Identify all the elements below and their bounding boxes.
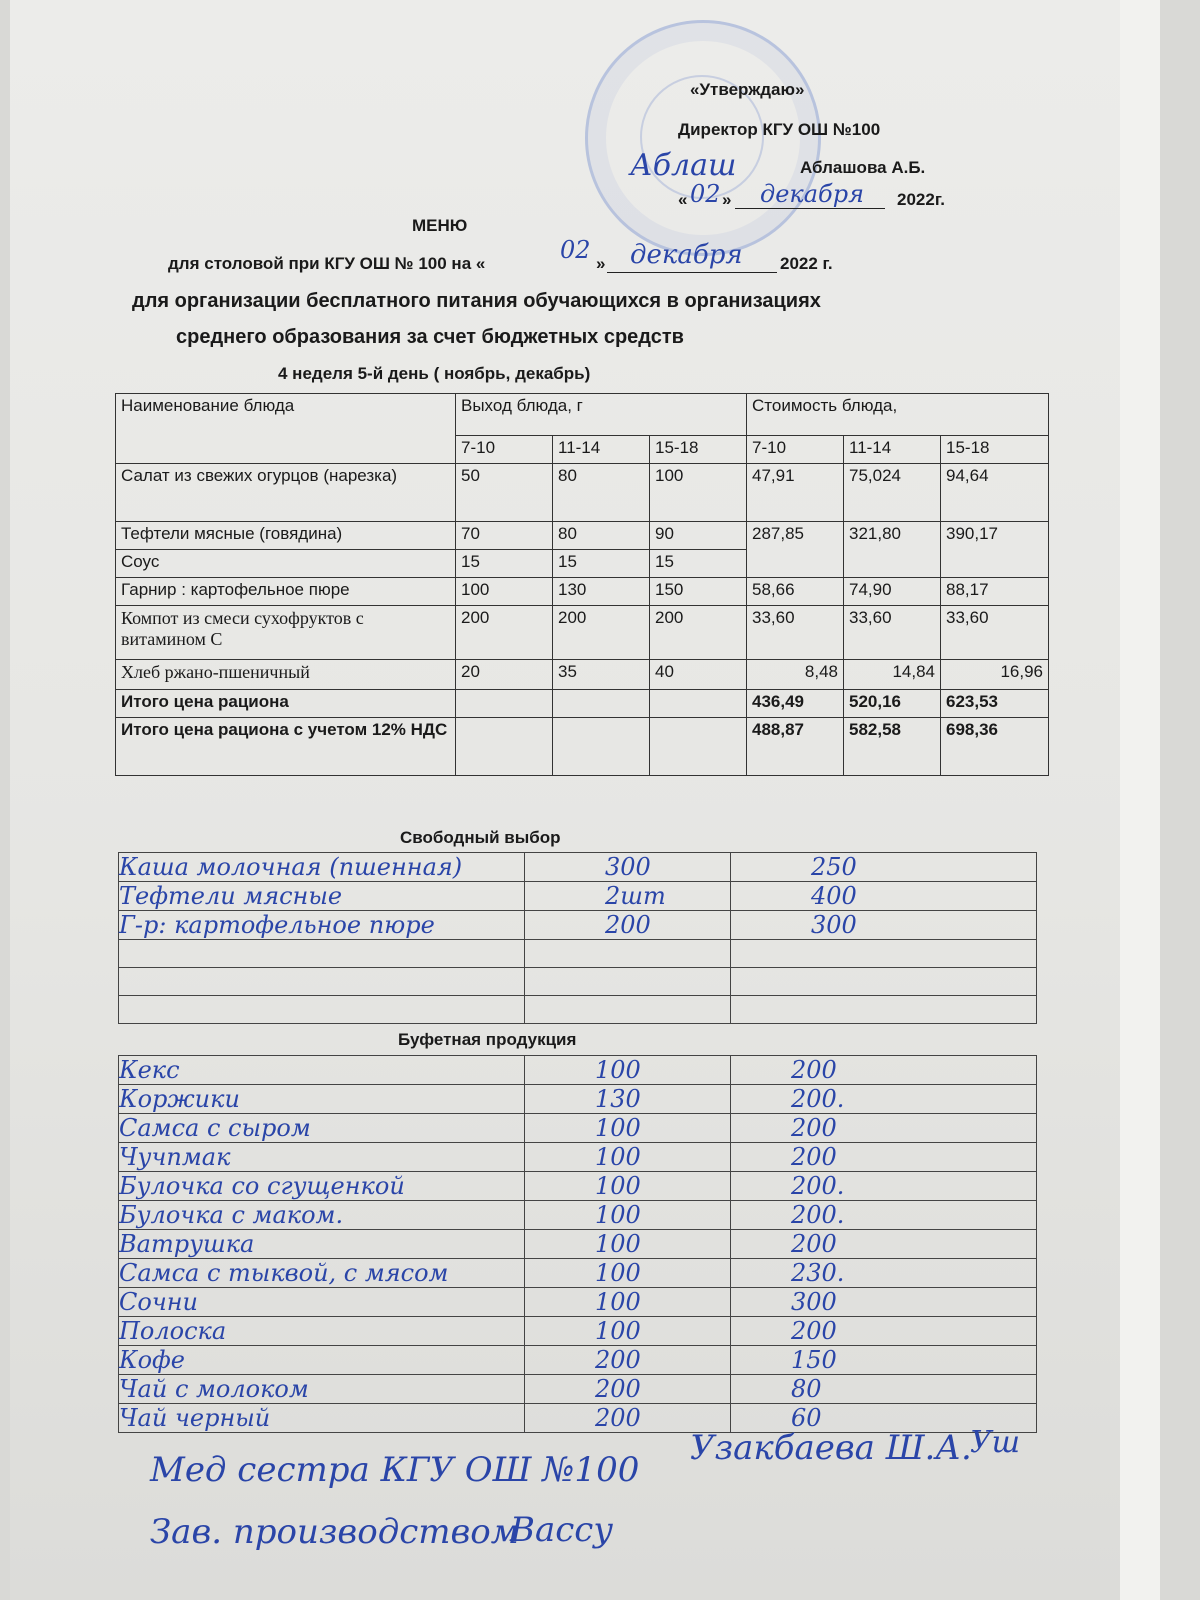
paper-edge xyxy=(1120,0,1160,1600)
item-name: Самса с сыром xyxy=(119,1114,311,1142)
item-price: 200 xyxy=(791,1056,837,1084)
item-name: Г-р: картофельное пюре xyxy=(119,911,435,939)
yield-value: 15 xyxy=(456,550,553,578)
item-qty: 200 xyxy=(595,1375,641,1403)
item-price: 200. xyxy=(791,1085,845,1113)
item-qty: 200 xyxy=(595,1346,641,1374)
total-row xyxy=(116,690,1049,718)
cost-value: 287,85 xyxy=(747,522,844,578)
age-group: 11-14 xyxy=(553,436,650,464)
menu-title: МЕНЮ xyxy=(412,216,468,235)
header-yield: Выход блюда, г xyxy=(456,394,747,436)
item-qty: 100 xyxy=(595,1172,641,1200)
total-value: 436,49 xyxy=(747,690,844,718)
item-price: 300 xyxy=(791,1288,837,1316)
yield-value: 130 xyxy=(553,578,650,606)
age-group: 15-18 xyxy=(650,436,747,464)
item-price: 80 xyxy=(791,1375,822,1403)
cost-value: 16,96 xyxy=(941,660,1049,690)
cost-value: 75,024 xyxy=(844,464,941,522)
yield-value: 90 xyxy=(650,522,747,550)
table-row xyxy=(119,1288,1037,1317)
yield-value: 40 xyxy=(650,660,747,690)
cost-value: 390,17 xyxy=(941,522,1049,578)
item-name: Кекс xyxy=(119,1056,180,1084)
heading-date-mid: » xyxy=(596,254,606,273)
yield-value: 80 xyxy=(553,464,650,522)
item-qty: 100 xyxy=(595,1288,641,1316)
yield-value: 15 xyxy=(553,550,650,578)
table-row xyxy=(119,853,1037,882)
heading-line1-prefix: для столовой при КГУ ОШ № 100 на « xyxy=(168,254,486,273)
heading-line4: 4 неделя 5-й день ( ноябрь, декабрь) xyxy=(278,364,591,383)
approval-title: «Утверждаю» xyxy=(690,80,805,99)
item-name: Кофе xyxy=(119,1346,186,1374)
total-label: Итого цена рациона с учетом 12% НДС xyxy=(116,718,456,776)
cost-value: 33,60 xyxy=(941,606,1049,660)
item-qty: 100 xyxy=(595,1230,641,1258)
approval-position: Директор КГУ ОШ №100 xyxy=(678,120,881,139)
item-qty: 300 xyxy=(605,853,651,881)
dish-name: Тефтели мясные (говядина) xyxy=(116,522,456,550)
dish-name: Хлеб ржано-пшеничный xyxy=(116,660,456,690)
item-name: Чай черный xyxy=(119,1404,271,1432)
table-row xyxy=(119,1201,1037,1230)
header-dish: Наименование блюда xyxy=(116,394,456,464)
approval-date-year: 2022г. xyxy=(897,190,945,209)
cost-value: 88,17 xyxy=(941,578,1049,606)
table-row xyxy=(119,1259,1037,1288)
approval-date-month: декабря xyxy=(760,180,864,208)
cost-value: 14,84 xyxy=(844,660,941,690)
item-qty: 130 xyxy=(595,1085,641,1113)
approval-date-open: « xyxy=(678,190,688,209)
table-row xyxy=(119,1172,1037,1201)
table-row xyxy=(119,996,1037,1024)
cost-value: 8,48 xyxy=(747,660,844,690)
item-qty: 200 xyxy=(595,1404,641,1432)
item-qty: 100 xyxy=(595,1056,641,1084)
item-qty: 100 xyxy=(595,1114,641,1142)
table-row xyxy=(119,1056,1037,1085)
total-label: Итого цена рациона xyxy=(116,690,456,718)
item-price: 300 xyxy=(811,911,857,939)
table-row xyxy=(119,1230,1037,1259)
item-price: 200. xyxy=(791,1172,845,1200)
yield-value: 200 xyxy=(553,606,650,660)
item-name: Ватрушка xyxy=(119,1230,255,1258)
item-name: Тефтели мясные xyxy=(119,882,343,910)
yield-value: 100 xyxy=(650,464,747,522)
item-price: 200. xyxy=(791,1201,845,1229)
item-name: Сочни xyxy=(119,1288,199,1316)
age-group: 15-18 xyxy=(941,436,1049,464)
item-name: Чучпмак xyxy=(119,1143,231,1171)
item-qty: 100 xyxy=(595,1201,641,1229)
item-price: 200 xyxy=(791,1317,837,1345)
item-qty: 100 xyxy=(595,1259,641,1287)
table-row xyxy=(116,578,1049,606)
item-name: Булочка со сгущенкой xyxy=(119,1172,405,1200)
yield-value: 200 xyxy=(650,606,747,660)
yield-value: 35 xyxy=(553,660,650,690)
table-row xyxy=(116,522,1049,550)
cost-value: 94,64 xyxy=(941,464,1049,522)
yield-value: 100 xyxy=(456,578,553,606)
heading-date-month: декабря xyxy=(630,240,743,270)
item-name: Каша молочная (пшенная) xyxy=(119,853,463,881)
table-row xyxy=(116,464,1049,522)
free-choice-table xyxy=(118,852,1037,1024)
cost-value: 74,90 xyxy=(844,578,941,606)
item-price: 200 xyxy=(791,1230,837,1258)
item-qty: 2шт xyxy=(605,882,666,910)
table-row xyxy=(119,1085,1037,1114)
buffet-table xyxy=(118,1055,1037,1433)
item-price: 230. xyxy=(791,1259,845,1287)
approval-name: Аблашова А.Б. xyxy=(800,158,926,177)
approval-date-close: » xyxy=(722,190,732,209)
item-price: 150 xyxy=(791,1346,837,1374)
menu-table xyxy=(115,393,1049,776)
item-qty: 100 xyxy=(595,1317,641,1345)
table-row xyxy=(116,660,1049,690)
table-row xyxy=(119,1375,1037,1404)
cost-value: 47,91 xyxy=(747,464,844,522)
yield-value: 20 xyxy=(456,660,553,690)
table-row xyxy=(119,1143,1037,1172)
yield-value: 70 xyxy=(456,522,553,550)
heading-line2: для организации бесплатного питания обучающихся в организациях xyxy=(132,290,821,312)
approval-date-day: 02 xyxy=(690,180,721,208)
yield-value: 200 xyxy=(456,606,553,660)
free-choice-title: Свободный выбор xyxy=(400,828,561,847)
yield-value: 150 xyxy=(650,578,747,606)
director-signature: Аблаш xyxy=(630,148,737,183)
item-name: Чай с молоком xyxy=(119,1375,309,1403)
total-row xyxy=(116,718,1049,776)
table-row xyxy=(119,1114,1037,1143)
nurse-name: Узакбаева Ш.А. xyxy=(690,1428,972,1468)
dish-name: Компот из смеси сухофруктов с витамином С xyxy=(116,606,456,660)
cost-value: 33,60 xyxy=(747,606,844,660)
header-cost: Стоимость блюда, xyxy=(747,394,1049,436)
heading-date-underline xyxy=(607,272,777,273)
table-row xyxy=(119,882,1037,911)
age-group: 7-10 xyxy=(456,436,553,464)
total-value: 623,53 xyxy=(941,690,1049,718)
age-group: 11-14 xyxy=(844,436,941,464)
age-group: 7-10 xyxy=(747,436,844,464)
table-row xyxy=(116,606,1049,660)
item-name: Коржики xyxy=(119,1085,240,1113)
cost-value: 58,66 xyxy=(747,578,844,606)
total-value: 582,58 xyxy=(844,718,941,776)
production-head-label: Зав. производством xyxy=(150,1512,519,1552)
item-price: 60 xyxy=(791,1404,822,1432)
dish-name: Гарнир : картофельное пюре xyxy=(116,578,456,606)
production-head-signature: Вассу xyxy=(510,1510,614,1550)
nurse-label: Мед сестра КГУ ОШ №100 xyxy=(150,1450,640,1490)
yield-value: 50 xyxy=(456,464,553,522)
yield-value: 15 xyxy=(650,550,747,578)
heading-date-day: 02 xyxy=(560,236,591,264)
item-qty: 200 xyxy=(605,911,651,939)
total-value: 488,87 xyxy=(747,718,844,776)
item-price: 200 xyxy=(791,1143,837,1171)
cost-value: 33,60 xyxy=(844,606,941,660)
buffet-title: Буфетная продукция xyxy=(398,1030,577,1049)
item-name: Булочка с маком. xyxy=(119,1201,344,1229)
item-name: Самса с тыквой, с мясом xyxy=(119,1259,449,1287)
cost-value: 321,80 xyxy=(844,522,941,578)
dish-name: Салат из свежих огурцов (нарезка) xyxy=(116,464,456,522)
dish-name: Соус xyxy=(116,550,456,578)
nurse-signature: Уш xyxy=(970,1425,1021,1460)
total-value: 520,16 xyxy=(844,690,941,718)
table-row xyxy=(119,911,1037,940)
item-price: 200 xyxy=(791,1114,837,1142)
item-price: 250 xyxy=(811,853,857,881)
item-name: Полоска xyxy=(119,1317,227,1345)
item-price: 400 xyxy=(811,882,857,910)
total-value: 698,36 xyxy=(941,718,1049,776)
table-row xyxy=(119,1317,1037,1346)
table-row xyxy=(119,968,1037,996)
yield-value: 80 xyxy=(553,522,650,550)
item-qty: 100 xyxy=(595,1143,641,1171)
heading-line3: среднего образования за счет бюджетных средств xyxy=(176,326,684,348)
heading-line1-year: 2022 г. xyxy=(780,254,833,273)
approval-date-underline xyxy=(735,208,885,209)
table-row xyxy=(119,940,1037,968)
table-row xyxy=(119,1346,1037,1375)
